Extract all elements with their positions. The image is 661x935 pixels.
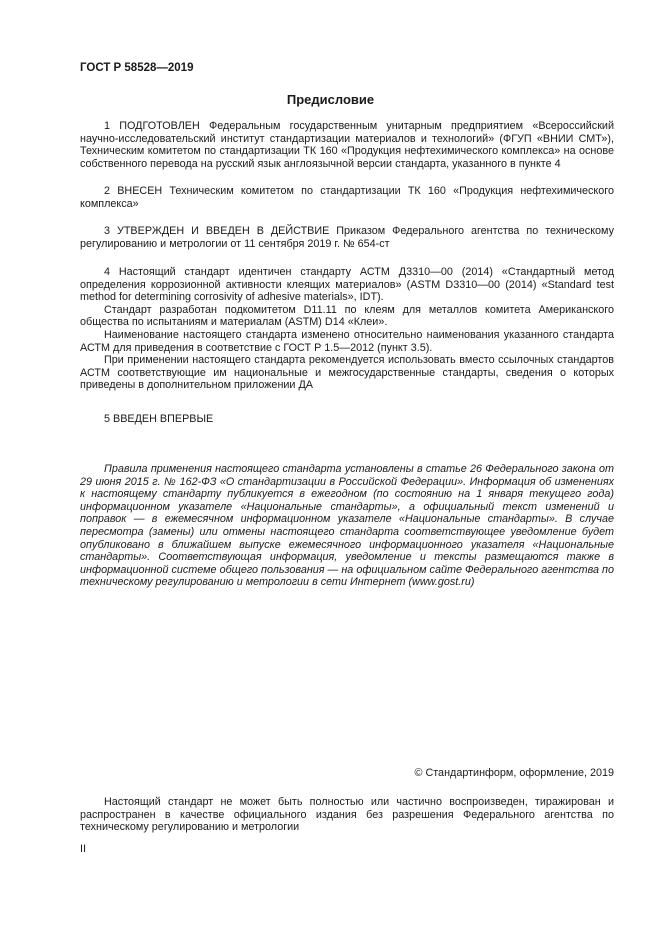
foreword-paragraph: 1 ПОДГОТОВЛЕН Федеральным государственным унитарным предприятием «Всероссийский научно-исследовательский институт стандартизации материалов и технологий» (ФГУП «ВНИИ СМТ»), Техническим комитетом по стандартизации ТК 160 «Продукция нефтехимического комплекса» на основе собственного перевода на русский язык англоязычной версии стандарта, указанного в пункте 4: [80, 120, 614, 170]
foreword-paragraph: Наименование настоящего стандарта изменено относительно наименования указанного стандарта АСТМ для приведения в соответствие с ГОСТ Р 1.5—2012 (пункт 3.5).: [80, 328, 614, 354]
foreword-paragraph: 3 УТВЕРЖДЕН И ВВЕДЕН В ДЕЙСТВИЕ Приказом Федерального агентства по техническому регулированию и метрологии от 11 сентября 2019 г. № 654-ст: [80, 225, 614, 250]
foreword-paragraph: При применении настоящего стандарта рекомендуется использовать вместо ссылочных стандартов АСТМ соответствующие им национальные и межгосударственные стандарты, сведения о которых приведены в дополнительном приложении ДА: [80, 354, 614, 392]
reproduction-paragraph: Настоящий стандарт не может быть полностью или частично воспроизведен, тиражирован и распространен в качестве официального издания без разрешения Федерального агентства по техническому регулированию и метрологии: [80, 796, 614, 834]
foreword-paragraph: Стандарт разработан подкомитетом D11.11 по клеям для металлов комитета Американского общества по испытаниям и материалам (ASTM) D14 «Клеи».: [80, 303, 614, 329]
foreword-item-3: [80, 225, 614, 250]
foreword-item-4: [80, 266, 614, 392]
notice-paragraph: Правила применения настоящего стандарта установлены в статье 26 Федерального закона от 29 июня 2015 г. № 162-ФЗ «О стандартизации в Российской Федерации». Информация об изменениях к настоящему стандарту публикуется в ежегодном (по состоянию на 1 января текущего года) информационном указателе «Национальные стандарты», а официальный текст изменений и поправок — в ежемесячном информационном указателе «Национальные стандарты». В случае пересмотра (замены) или отмены настоящего стандарта соответствующее уведомление будет опубликовано в ближайшем выпуске ежемесячного информационного указателя «Национальные стандарты». Соответствующая информация, уведомление и тексты размещаются также в информационной системе общего пользования — на официальном сайте Федерального агентства по техническому регулированию и метрологии в сети Интернет (www.gost.ru): [80, 463, 614, 589]
foreword-item-5: [80, 413, 614, 426]
foreword-item-2: [80, 185, 614, 210]
foreword-paragraph: 4 Настоящий стандарт идентичен стандарту АСТМ Д3310—00 (2014) «Стандартный метод определения коррозионной активности клеящих материалов» (ASTM D3310—00 (2014) «Standard test method for determining corrosivity of adhesive materials», IDT).: [80, 266, 614, 304]
foreword-paragraph: 2 ВНЕСЕН Техническим комитетом по стандартизации ТК 160 «Продукция нефтехимического комплекса»: [80, 185, 614, 210]
page-title: Предисловие: [286, 92, 375, 107]
foreword-item-1: [80, 120, 614, 170]
copyright-line: © Стандартинформ, оформление, 2019: [414, 767, 614, 779]
foreword-paragraph: 5 ВВЕДЕН ВПЕРВЫЕ: [104, 413, 214, 425]
reproduction-notice: [80, 796, 614, 834]
page-number: II: [80, 843, 87, 855]
document-code: ГОСТ Р 58528—2019: [80, 62, 194, 74]
application-notice: [80, 463, 614, 589]
